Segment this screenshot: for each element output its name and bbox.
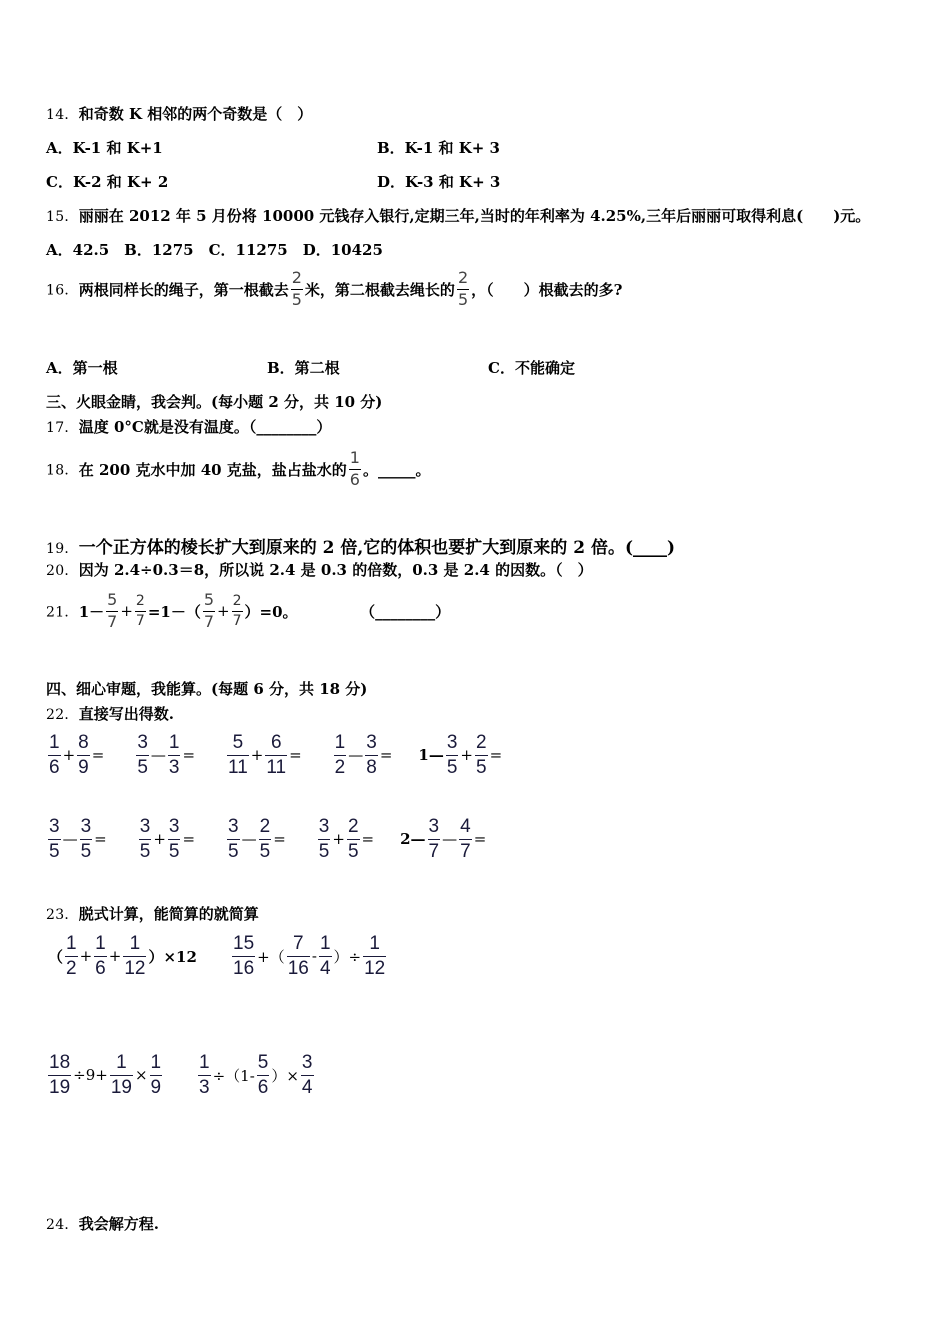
denominator: 8 — [366, 756, 377, 778]
equals-sign: = — [289, 746, 302, 765]
question-text-part1: 在 200 克水中加 40 克盐，盐占盐水的 — [78, 460, 347, 479]
options-row: A．42.5 B．1275 C．11275 D．10425 — [46, 241, 383, 259]
denominator: 5 — [476, 756, 487, 778]
numerator: 3 — [318, 816, 330, 837]
numerator: 3 — [446, 732, 458, 753]
fraction — [227, 733, 249, 778]
expression-3: $\frac{18}{19}$ ÷9+ $\frac{1}{19}$ × $\frac{1}{9}$ — [49, 1052, 162, 1098]
fraction — [77, 733, 90, 778]
fraction: $\frac{5}{6}$ — [257, 1052, 269, 1098]
question-15 — [46, 205, 870, 226]
prefix: 2— — [400, 830, 426, 849]
option-d: D．K-3 和 K+ 3 — [377, 173, 501, 191]
fraction — [227, 817, 240, 862]
numerator: 2 — [476, 732, 487, 753]
option-c: C．不能确定 — [488, 359, 575, 377]
numerator: 3 — [49, 816, 60, 837]
fraction: $\frac{1}{12}$ — [124, 933, 146, 979]
question-text-part1: 两根同样长的绳子，第一根截去 — [78, 280, 289, 299]
question-24 — [46, 1213, 159, 1234]
fraction — [347, 817, 360, 862]
operator: — — [348, 746, 364, 765]
calc-item — [400, 817, 486, 862]
question-number: 24． — [46, 1217, 79, 1233]
option-b: B．K-1 和 K+ 3 — [377, 139, 500, 157]
numerator: 4 — [460, 816, 471, 837]
question-number: 21． — [46, 604, 79, 621]
question-14 — [46, 103, 312, 124]
numerator: 3 — [228, 816, 239, 837]
denominator: 5 — [347, 840, 359, 862]
fraction — [428, 817, 441, 862]
fraction: $\frac{1}{4}$ — [319, 933, 331, 979]
question-number: 17． — [46, 420, 79, 436]
fraction-two-fifths: $\frac{2}{5}$ — [457, 268, 469, 309]
fraction: $\frac{1}{3}$ — [199, 1052, 210, 1098]
equals-sign: = — [379, 746, 393, 765]
numerator: 2 — [347, 816, 359, 837]
denominator: 5 — [49, 840, 60, 862]
denominator: 11 — [266, 756, 287, 778]
fraction: $\frac{5}{7}$ — [203, 590, 215, 631]
operator: — — [442, 830, 458, 849]
expression-4: $\frac{1}{3}$ ÷（1- $\frac{5}{6}$ ）× $\frac{3}{4}$ — [199, 1052, 313, 1098]
question-text: 温度 0°C就是没有温度。（________） — [78, 418, 332, 436]
equals-sign: = — [182, 830, 196, 849]
fraction: $\frac{1}{12}$ — [364, 933, 386, 979]
equals-sign: = — [182, 746, 196, 765]
expression-2: $\frac{15}{16}$ +（ $\frac{7}{16}$ - $\frac{1}{4}$ ）÷ $\frac{1}{12}$ — [233, 933, 386, 979]
fraction-two-fifths: $\frac{2}{5}$ — [291, 268, 302, 309]
fraction — [459, 817, 472, 862]
section-3-heading: 三、火眼金睛，我会判。(每小题 2 分，共 10 分) — [46, 393, 383, 411]
numerator: 1 — [168, 732, 180, 753]
fraction — [475, 733, 488, 778]
question-21: 21．1－ $\frac{5}{7}$ + $\frac{2}{7}$ =1－（ $\frac{5}{7}$ + $\frac{2}{7}$ ）=0。 （________） — [46, 590, 451, 631]
fraction — [136, 733, 149, 778]
section-4-heading: 四、细心审题，我能算。(每题 6 分，共 18 分) — [46, 680, 368, 698]
denominator: 9 — [78, 756, 89, 778]
question-number: 22． — [46, 707, 79, 723]
denominator: 5 — [318, 840, 330, 862]
question-text: 脱式计算，能简算的就简算 — [78, 905, 259, 923]
question-text: 因为 2.4÷0.3＝8，所以说 2.4 是 0.3 的倍数，0.3 是 2.4 的因数。（ ） — [78, 561, 593, 579]
calc-item — [137, 817, 195, 862]
denominator: 5 — [139, 840, 151, 862]
numerator: 3 — [137, 732, 148, 753]
operator: — — [62, 830, 78, 849]
question-text-part2: 米，第二根截去绳长的 — [304, 280, 455, 299]
option-c: C．K-2 和 K+ 2 — [46, 173, 169, 191]
question-text: 我会解方程. — [78, 1215, 159, 1233]
fraction — [259, 817, 272, 862]
operator: + — [332, 830, 345, 849]
numerator: 3 — [139, 816, 151, 837]
fraction: $\frac{1}{6}$ — [95, 933, 106, 979]
equals-sign: = — [273, 830, 286, 849]
denominator: 2 — [334, 756, 346, 778]
numerator: 3 — [366, 732, 377, 753]
question-number: 23． — [46, 907, 79, 923]
fraction: $\frac{3}{4}$ — [301, 1052, 313, 1098]
question-text-part2: 。_____。 — [362, 460, 431, 479]
numerator: 8 — [78, 732, 89, 753]
question-number: 19． — [46, 541, 79, 557]
numerator: 6 — [270, 732, 282, 753]
prefix: 1— — [418, 746, 444, 765]
numerator: 1 — [49, 732, 60, 753]
equals-sign: = — [361, 830, 375, 849]
question-22 — [46, 703, 174, 724]
numerator: 2 — [259, 816, 271, 837]
question-19 — [46, 533, 675, 558]
question-text: 丽丽在 2012 年 5 月份将 10000 元钱存入银行,定期三年,当时的年利率为 4.25%,三年后丽丽可取得利息( )元。 — [78, 207, 871, 225]
fraction: $\frac{2}{7}$ — [232, 593, 242, 629]
option-a: A．K-1 和 K+1 — [46, 139, 163, 157]
equals-sign: = — [94, 830, 107, 849]
fraction: $\frac{15}{16}$ — [233, 933, 255, 979]
calc-item — [332, 733, 393, 778]
fraction: $\frac{2}{7}$ — [135, 593, 145, 629]
fraction: $\frac{1}{2}$ — [66, 933, 77, 979]
fraction — [168, 733, 181, 778]
fraction: $\frac{18}{19}$ — [49, 1052, 71, 1098]
fraction: $\frac{1}{19}$ — [110, 1052, 132, 1098]
operator: + — [460, 746, 473, 765]
question-number: 15． — [46, 209, 79, 225]
calc-row-2 — [46, 817, 486, 862]
question-number: 18． — [46, 462, 79, 479]
fraction — [265, 733, 287, 778]
denominator: 5 — [168, 840, 180, 862]
denominator: 5 — [259, 840, 271, 862]
operator: + — [250, 746, 264, 765]
fraction — [318, 817, 331, 862]
fraction — [446, 733, 459, 778]
operator: + — [62, 746, 76, 765]
denominator: 3 — [168, 756, 180, 778]
option-a: A．第一根 — [46, 359, 118, 377]
calc-item — [418, 733, 502, 778]
operator: — — [241, 830, 257, 849]
fraction: $\frac{1}{9}$ — [150, 1052, 162, 1098]
question-16 — [46, 270, 622, 309]
option-b: B．第二根 — [267, 359, 340, 377]
question-23 — [46, 903, 259, 924]
question-text: 和奇数 K 相邻的两个奇数是（ ） — [78, 105, 313, 123]
denominator: 7 — [428, 840, 440, 862]
numerator: 3 — [428, 816, 440, 837]
operator: + — [153, 830, 166, 849]
fraction: $\frac{7}{16}$ — [287, 933, 309, 979]
calc-item — [225, 733, 302, 778]
expression-1: （ $\frac{1}{2}$ + $\frac{1}{6}$ + $\frac{1}{12}$ ）×12 — [48, 933, 197, 979]
denominator: 6 — [49, 756, 60, 778]
question-17 — [46, 416, 331, 437]
operator: — — [150, 746, 166, 765]
denominator: 11 — [228, 756, 248, 778]
calc-item — [316, 817, 374, 862]
denominator: 5 — [228, 840, 239, 862]
equals-sign: = — [473, 830, 487, 849]
fraction — [168, 817, 181, 862]
fraction — [80, 817, 93, 862]
fraction: $\frac{5}{7}$ — [107, 590, 118, 631]
question-20 — [46, 559, 593, 580]
calc-item — [46, 817, 107, 862]
numerator: 1 — [334, 732, 346, 753]
fraction — [334, 733, 347, 778]
denominator: 5 — [137, 756, 148, 778]
denominator: 5 — [80, 840, 92, 862]
fraction-one-sixth: $\frac{1}{6}$ — [349, 448, 360, 489]
equals-sign: = — [489, 746, 503, 765]
answer-blank: （________） — [367, 602, 451, 621]
denominator: 7 — [460, 840, 471, 862]
equals-sign: = — [91, 746, 105, 765]
calc-row-1 — [46, 733, 502, 778]
fraction — [48, 733, 61, 778]
question-text: 直接写出得数. — [78, 705, 174, 723]
numerator: 3 — [80, 816, 92, 837]
fraction — [365, 733, 378, 778]
numerator: 3 — [168, 816, 180, 837]
fraction — [48, 817, 61, 862]
numerator: 5 — [232, 732, 244, 753]
calc-item — [46, 733, 104, 778]
question-18 — [46, 450, 431, 489]
calc-item — [134, 733, 195, 778]
denominator: 5 — [446, 756, 458, 778]
fraction — [139, 817, 152, 862]
question-number: 14． — [46, 107, 79, 123]
question-text: 一个正方体的棱长扩大到原来的 2 倍,它的体积也要扩大到原来的 2 倍。(____) — [78, 538, 676, 558]
question-number: 20． — [46, 563, 79, 579]
question-number: 16． — [46, 282, 79, 299]
calc-item — [225, 817, 286, 862]
question-text-part3: ，（ ）根截去的多? — [471, 280, 623, 299]
